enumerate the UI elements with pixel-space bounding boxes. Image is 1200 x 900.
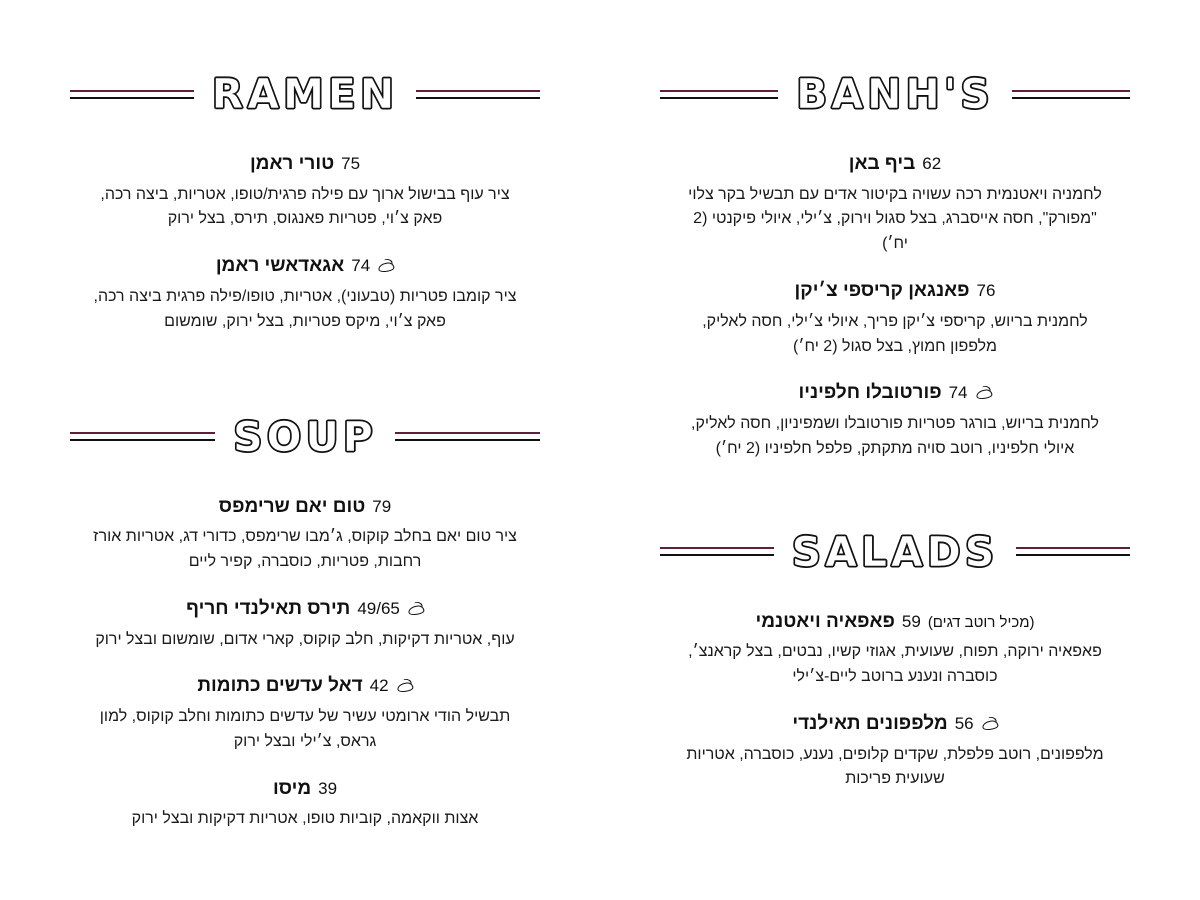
menu-item-description: לחמנית בריוש, בורגר פטריות פורטובלו ושמפיניון, חסה לאליק, איולי חלפיניו, רוטב סויה מתקתק, פלפל חלפיניו (2 יח׳) <box>691 415 1099 457</box>
section-header-salads <box>660 528 1130 576</box>
menu-item-price: 76 <box>976 281 996 301</box>
menu-item-name: פאנגאן קריספי צ׳יקן <box>794 280 970 302</box>
menu-item-title <box>70 495 540 520</box>
chili-pepper-icon <box>376 258 396 276</box>
rule-right-icon <box>70 90 194 99</box>
menu-item <box>70 152 540 232</box>
menu-item-price: 79 <box>372 496 392 516</box>
menu-column-right <box>40 70 600 900</box>
menu-item-description: ציר קומבו פטריות (טבעוני), אטריות, טופו/פילה פרגית ביצה רכה, פאק צ׳וי, מיקס פטריות, בצל ירוק, שומשום <box>93 287 517 330</box>
section-banhs <box>660 70 1130 462</box>
menu-item-description: ציר עוף בבישול ארוך עם פילה פרגית/טופו, אטריות, ביצה רכה, פאק צ׳וי, פטריות פאנגוס, תירס, בצל ירוק <box>100 185 510 228</box>
menu-item-price: 62 <box>922 154 942 173</box>
section-header-ramen <box>70 70 540 118</box>
menu-item-name: מלפפונים תאילנדי <box>792 712 948 734</box>
menu-item-name: מיסו <box>272 777 312 799</box>
chili-pepper-icon <box>979 715 999 733</box>
section-header-banhs <box>660 70 1130 118</box>
menu-item-title <box>660 381 1130 406</box>
menu-item-note: (מכיל רוטב דגים) <box>927 613 1035 631</box>
menu-item-description: עוף, אטריות דקיקות, חלב קוקוס, קארי אדום, שומשום ובצל ירוק <box>95 630 515 648</box>
menu-item-description: מלפפונים, רוטב פלפלת, שקדים קלופים, נענע, כוסברה, אטריות שעועית פריכות <box>686 745 1104 788</box>
menu-item <box>70 597 540 652</box>
menu-item-price: 74 <box>948 383 968 403</box>
menu-item-price: 59 <box>901 611 921 631</box>
menu-item <box>660 381 1130 461</box>
section-header-soup <box>70 413 540 461</box>
menu-column-left <box>600 70 1160 900</box>
section-ramen <box>70 70 540 335</box>
menu-item <box>660 279 1130 359</box>
section-title-ramen: RAMEN <box>211 70 399 118</box>
rule-left-icon <box>1016 547 1130 556</box>
menu-item-description: פאפאיה ירוקה, תפוח, שעועית, אגוזי קשיו, נבטים, בצל קראנצ׳, כוסברה ונענע ברוטב ליים-צ׳ילי <box>688 643 1102 686</box>
menu-item-name: טורי ראמן <box>249 153 335 174</box>
menu-item-price: 56 <box>954 713 974 733</box>
menu-item-title <box>70 152 540 177</box>
menu-item <box>70 254 540 334</box>
rule-right-icon <box>660 547 774 556</box>
menu-item <box>660 152 1130 257</box>
menu-item-description: אצות ווקאמה, קוביות טופו, אטריות דקיקות ובצל ירוק <box>131 810 479 828</box>
menu-item-title <box>70 254 540 279</box>
menu-item-price: 75 <box>341 154 361 173</box>
menu-item-name: פאפאיה ויאטנמי <box>755 610 895 632</box>
section-title-salads: SALADS <box>791 527 999 576</box>
menu-item-description: לחמניה ויאטנמית רכה עשויה בקיטור אדים עם תבשיל בקר צלוי "מפורק", חסה אייסברג, בצל סגול וירוק, צ׳ילי, איולי פיקנטי (2 יח׳) <box>688 185 1102 253</box>
menu-item <box>70 777 540 832</box>
menu-item-name: ביף באן <box>848 153 916 174</box>
menu-item-price: 42 <box>369 676 389 696</box>
menu-item <box>70 495 540 575</box>
menu-item-name: פורטובלו חלפיניו <box>798 382 942 404</box>
menu-item-name: אגאדאשי ראמן <box>215 255 345 277</box>
menu-item-title <box>660 152 1130 177</box>
menu-item-title <box>660 712 1130 737</box>
menu-item <box>660 712 1130 792</box>
menu-item-price: 49/65 <box>357 598 400 618</box>
menu-item-name: תירס תאילנדי חריף <box>186 597 351 619</box>
menu-item-price: 74 <box>351 256 371 276</box>
menu-item-title <box>660 279 1130 304</box>
rule-left-icon <box>395 432 540 441</box>
menu-item-description: לחמנית בריוש, קריספי צ׳יקן פריך, איולי צ׳ילי, חסה לאליק, מלפפון חמוץ, בצל סגול (2 יח׳) <box>702 312 1088 355</box>
menu-item-title <box>70 674 540 699</box>
section-soup <box>70 413 540 833</box>
rule-right-icon <box>660 90 778 99</box>
menu-item-description: תבשיל הודי ארומטי עשיר של עדשים כתומות וחלב קוקוס, למון גראס, צ׳ילי ובצל ירוק <box>99 708 511 750</box>
chili-pepper-icon <box>394 678 414 696</box>
section-title-banhs: BANH'S <box>796 70 994 118</box>
rule-left-icon <box>1012 90 1130 99</box>
section-title-soup: SOUP <box>233 412 377 461</box>
menu-item-title <box>70 777 540 802</box>
menu-item <box>660 610 1130 690</box>
menu-item-name: טום יאם שרימפס <box>218 495 366 517</box>
rule-left-icon <box>416 90 540 99</box>
menu-item-name: דאל עדשים כתומות <box>197 675 363 697</box>
menu-item-title <box>660 610 1130 635</box>
chili-pepper-icon <box>973 385 993 403</box>
section-salads <box>660 528 1130 793</box>
menu-item-price: 39 <box>318 778 338 798</box>
menu-item-title <box>70 597 540 622</box>
rule-right-icon <box>70 432 215 441</box>
menu-item-description: ציר טום יאם בחלב קוקוס, ג׳מבו שרימפס, כדורי דג, אטריות אורז רחבות, פטריות, כוסברה, קפיר ליים <box>93 528 517 571</box>
menu-item <box>70 674 540 754</box>
chili-pepper-icon <box>405 600 425 618</box>
